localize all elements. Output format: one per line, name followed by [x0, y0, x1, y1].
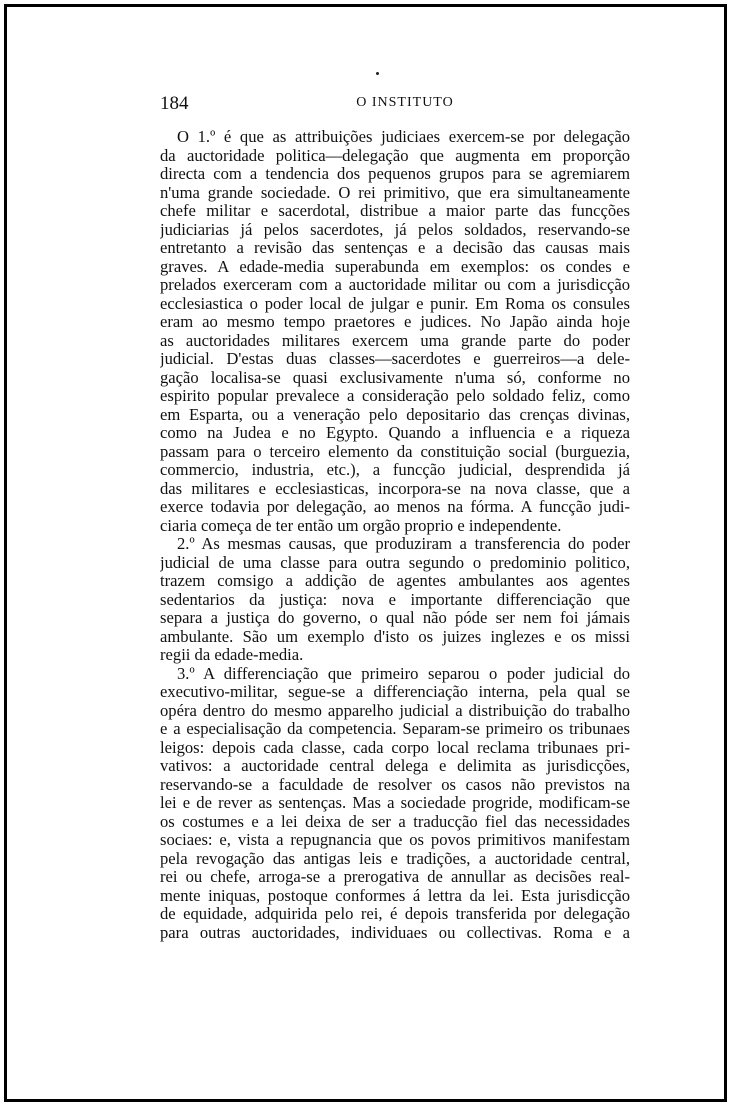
- text-line: judicial. D'estas duas classes—sacerdotes e guerreiros—a dele-: [160, 350, 630, 368]
- text-line: rei ou chefe, arroga-se a prerogativa de annullar as decisões real-: [160, 868, 630, 886]
- page-number: 184: [160, 93, 189, 114]
- text-line: gação localisa-se quasi exclusivamente n'uma só, conforme no: [160, 368, 630, 387]
- text-line: como na Judea e no Egypto. Quando a influencia e a riqueza: [160, 424, 630, 442]
- text-line: entretanto a revisão das sentenças e a decisão das causas mais: [160, 239, 630, 257]
- text-line: trazem comsigo a addição de agentes ambulantes aos agentes: [160, 572, 630, 590]
- text-line: exerce todavia por delegação, ao menos na fórma. A funcção judi-: [160, 498, 630, 516]
- text-line: de equidade, adquirida pelo rei, é depois transferida por delegação: [160, 905, 630, 923]
- text-line: os costumes e a lei deixa de ser a traducção fiel das necessidades: [160, 812, 630, 831]
- text-line: executivo-militar, segue-se a differenciação interna, pela qual se: [160, 683, 630, 701]
- text-line: directa com a tendencia dos pequenos grupos para se agremiarem: [160, 165, 630, 183]
- text-line: ciaria começa de ter então um orgão proprio e independente.: [160, 516, 562, 535]
- text-line: e a especialisação da competencia. Separam-se primeiro os tribunaes: [160, 720, 630, 738]
- text-line: 3.º A differenciação que primeiro separou o poder judicial do: [177, 664, 630, 683]
- text-line: ecclesiastica o poder local de julgar e punir. Em Roma os consules: [160, 294, 630, 313]
- text-line: das militares e ecclesiasticas, incorpora-se na nova classe, que a: [160, 479, 630, 498]
- text-line: mente iniquas, postoque conformes á lettra da lei. Esta jurisdicção: [160, 886, 630, 905]
- text-line: chefe militar e sacerdotal, distribue a maior parte das funcções: [160, 202, 630, 220]
- text-line: commercio, industria, etc.), a funcção judicial, desprendida já: [160, 461, 630, 479]
- text-line: eram ao mesmo tempo praetores e judices. No Japão ainda hoje: [160, 313, 630, 331]
- page-header: [160, 93, 630, 115]
- text-line: da auctoridade politica—delegação que augmenta em proporção: [160, 146, 630, 165]
- text-line: em Esparta, ou a veneração pelo depositario das crenças divinas,: [160, 405, 630, 424]
- scan-speck: [376, 72, 379, 75]
- text-line: pela revogação das antigas leis e tradições, a auctoridade central,: [160, 849, 630, 868]
- text-line: vativos: a auctoridade central delega e delimita as jurisdicções,: [160, 757, 630, 775]
- text-line: prelados exerceram com a auctoridade militar ou com a jurisdicção: [160, 276, 630, 294]
- text-line: sedentarios da justiça: nova e importante differenciação que: [160, 590, 630, 609]
- text-line: separa a justiça do governo, o qual não póde ser nem foi jámais: [160, 609, 630, 627]
- text-line: 2.º As mesmas causas, que produziram a transferencia do poder: [177, 535, 630, 553]
- text-line: ambulante. São um exemplo d'isto os juizes inglezes e os missi: [160, 627, 630, 646]
- text-line: n'uma grande sociedade. O rei primitivo, que era simultaneamente: [160, 183, 630, 202]
- text-line: leigos: depois cada classe, cada corpo local reclama tribunaes pri-: [160, 738, 630, 757]
- text-line: opéra dentro do mesmo apparelho judicial a distribuição do trabalho: [160, 701, 630, 720]
- text-line: para outras auctoridades, individuaes ou collectivas. Roma e a: [160, 923, 630, 942]
- text-line: graves. A edade-media superabunda em exemplos: os condes e: [160, 257, 630, 276]
- text-line: reservando-se a faculdade de resolver os casos não previstos na: [160, 775, 630, 794]
- text-line: O 1.º é que as attribuições judiciaes exercem-se por delegação: [177, 128, 630, 146]
- text-line: judiciarias já pelos sacerdotes, já pelos soldados, reservando-se: [160, 220, 630, 239]
- body-text: [160, 128, 630, 942]
- text-line: judicial de uma classe para outra segundo o predominio politico,: [160, 553, 630, 572]
- text-line: espirito popular prevalece a consideração pelo soldado feliz, como: [160, 387, 630, 405]
- text-line: regii da edade-media.: [160, 646, 304, 664]
- text-line: as auctoridades militares exercem uma grande parte do poder: [160, 331, 630, 350]
- text-line: sociaes: e, vista a repugnancia que os povos primitivos manifestam: [160, 831, 630, 849]
- text-line: lei e de rever as sentenças. Mas a sociedade progride, modificam-se: [160, 794, 630, 812]
- text-line: passam para o terceiro elemento da constituição social (burguezia,: [160, 442, 630, 461]
- running-title: O INSTITUTO: [356, 95, 454, 110]
